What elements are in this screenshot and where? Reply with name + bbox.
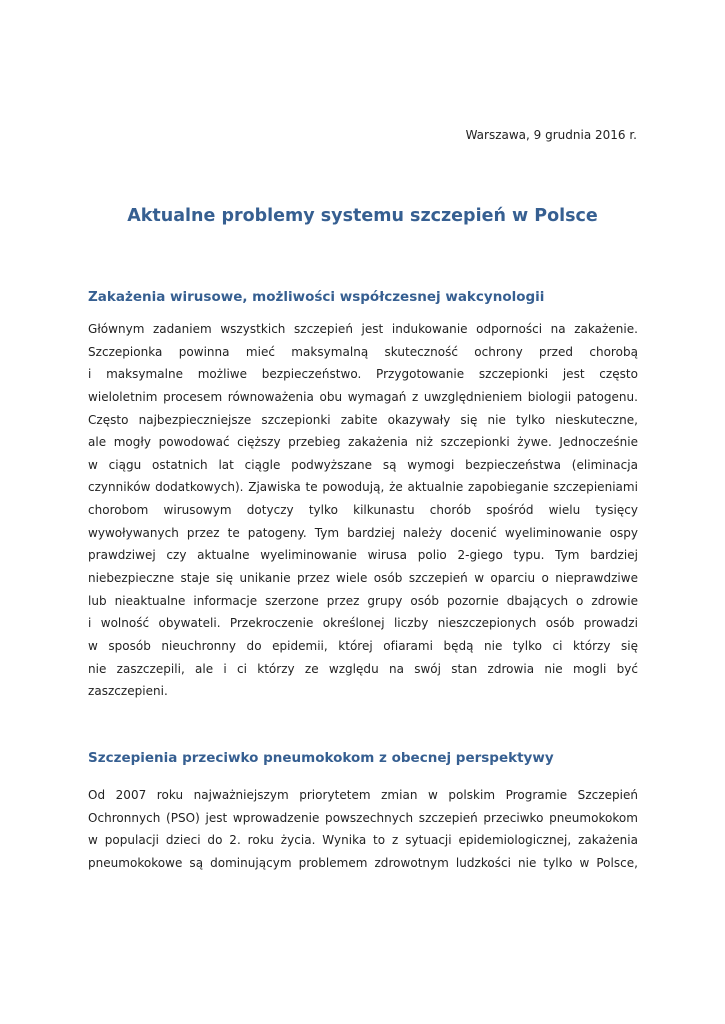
text-line: Często najbezpieczniejsze szczepionki zabite okazywały się nie tylko nieskuteczne,	[88, 412, 638, 427]
text-line: prawdziwej czy aktualne wyeliminowanie wirusa polio 2-giego typu. Tym bardziej	[88, 548, 638, 563]
section-body-viral-infections	[88, 318, 638, 703]
text-line: lub nieaktualne informacje szerzone przez grupy osób pozornie dbających o zdrowie	[88, 593, 638, 608]
text-line: wywoływanych przez te patogeny. Tym bardziej należy docenić wyeliminowanie ospy	[88, 525, 638, 540]
text-line: pneumokokowe są dominującym problemem zdrowotnym ludzkości nie tylko w Polsce,	[88, 855, 638, 870]
text-line: w populacji dzieci do 2. roku życia. Wynika to z sytuacji epidemiologicznej, zakażenia	[88, 833, 638, 848]
text-line: nie zaszczepili, ale i ci którzy ze względu na swój stan zdrowia nie mogli być	[88, 661, 638, 676]
text-line: czynników dodatkowych). Zjawiska te powodują, że aktualnie zapobieganie szczepieniami	[88, 480, 638, 495]
text-line: i maksymalne możliwe bezpieczeństwo. Przygotowanie szczepionki jest często	[88, 367, 638, 382]
text-line: chorobom wirusowym dotyczy tylko kilkunastu chorób spośród wielu tysięcy	[88, 503, 638, 518]
document-title: Aktualne problemy systemu szczepień w Polsce	[127, 206, 598, 226]
text-line: Od 2007 roku najważniejszym priorytetem zmian w polskim Programie Szczepień	[88, 788, 638, 802]
section-body-pneumococcal	[88, 784, 638, 875]
text-line: i wolność obywateli. Przekroczenie określonej liczby nieszczepionych osób prowadzi	[88, 616, 638, 631]
text-line: wieloletnim procesem równoważenia obu wymagań z uwzględnieniem biologii patogenu.	[88, 389, 638, 404]
text-line: Szczepionka powinna mieć maksymalną skuteczność ochrony przed chorobą	[88, 344, 638, 359]
document-date: Warszawa, 9 grudnia 2016 r.	[465, 128, 637, 142]
text-line: Ochronnych (PSO) jest wprowadzenie powszechnych szczepień przeciwko pneumokokom	[88, 810, 638, 825]
text-line: niebezpieczne staje się unikanie przez wiele osób szczepień w oparciu o nieprawdziwe	[88, 571, 638, 586]
text-line: Głównym zadaniem wszystkich szczepień jest indukowanie odporności na zakażenie.	[88, 322, 638, 336]
section-heading-viral-infections: Zakażenia wirusowe, możliwości współczesnej wakcynologii	[88, 289, 545, 305]
text-line: w sposób nieuchronny do epidemii, której ofiarami będą nie tylko ci którzy się	[88, 638, 638, 653]
text-line: zaszczepieni.	[88, 684, 168, 699]
text-line: ale mogły powodować cięższy przebieg zakażenia niż szczepionki żywe. Jednocześnie	[88, 435, 638, 450]
section-heading-pneumococcal: Szczepienia przeciwko pneumokokom z obecnej perspektywy	[88, 750, 554, 766]
text-line: w ciągu ostatnich lat ciągle podwyższane są wymogi bezpieczeństwa (eliminacja	[88, 457, 638, 472]
